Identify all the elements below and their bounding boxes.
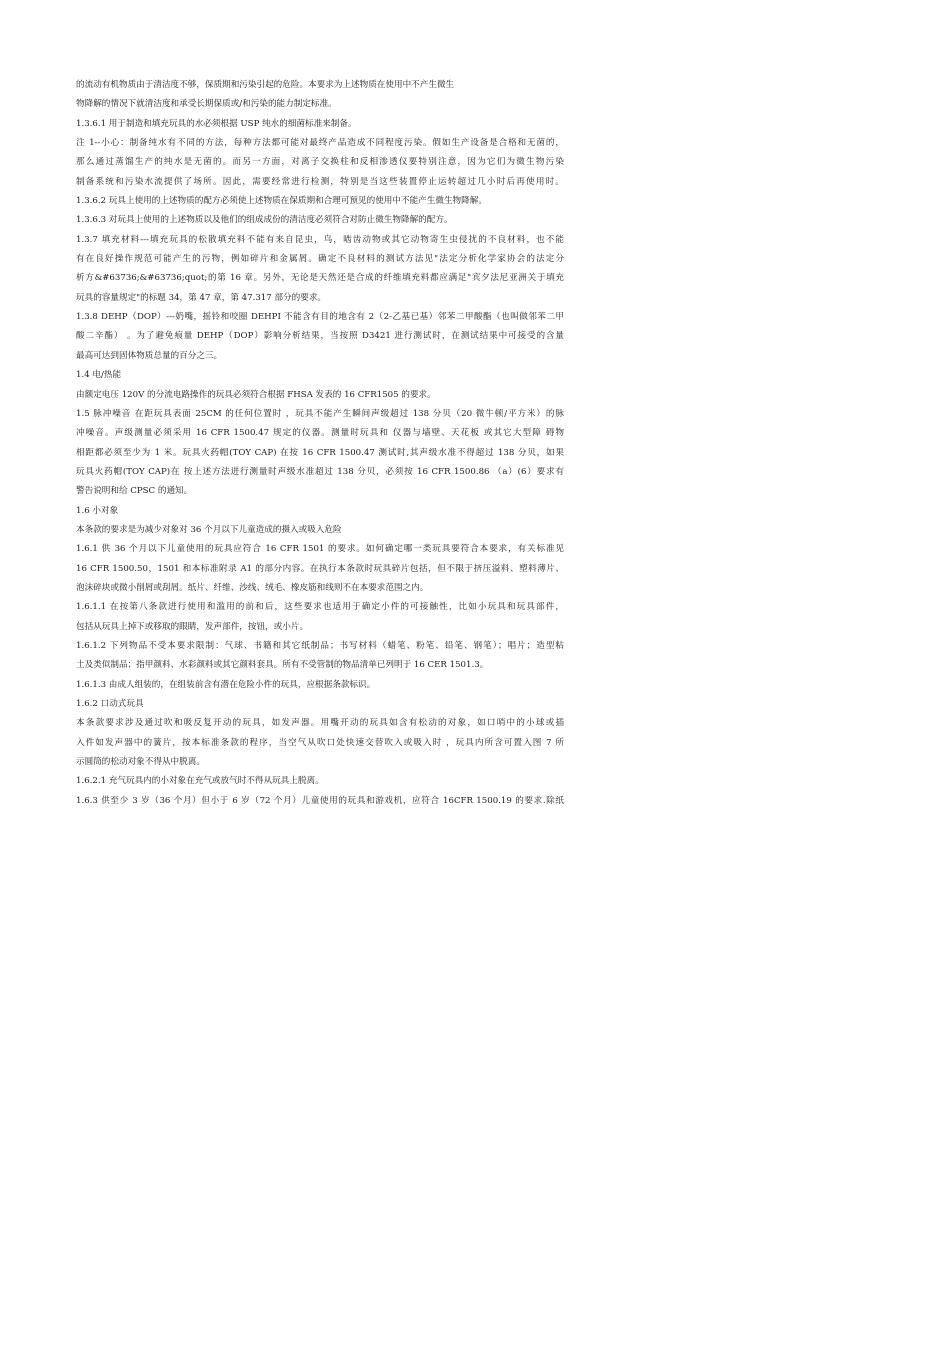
text-line: 本条款的要求是为减少对象对 36 个月以下儿童造成的摄入或吸入危险 bbox=[76, 524, 342, 535]
text-line: 1.6.1 供 36 个月以下儿童使用的玩具应符合 16 CFR 1501 的要求。如何确定哪一类玩具要符合本要求，有关标准见 bbox=[76, 544, 564, 555]
text-line: 由额定电压 120V 的分流电路操作的玩具必须符合根据 FHSA 发表的 16 CFR1505 的要求。 bbox=[76, 389, 436, 400]
text-line: 1.6.1.2 下列物品不受本要求限制：气球、书籍和其它纸制品；书写材料（蜡笔、粉笔、铅笔、钢笔）；唱片；造型粘 bbox=[76, 640, 564, 651]
text-line: 最高可达到固体物质总量的百分之三。 bbox=[76, 350, 223, 361]
text-line: 警告说明和给 CPSC 的通知。 bbox=[76, 486, 193, 497]
text-line: 入件如发声器中的簧片，按本标准条款的程序，当空气从吹口处快速交替吹入或吸入时 ，玩具内所含可置入图 7 所 bbox=[76, 737, 564, 748]
text-line: 土及类似制品；指甲颜料、水彩颜料或其它颜料套具。所有不受管制的物品清单已列明于 16 CER 1501.3。 bbox=[76, 660, 489, 671]
text-line: 1.6.1.3 由成人组装的，在组装前含有潜在危险小件的玩具，应根据条款标识。 bbox=[76, 679, 376, 690]
text-line: 的流动有机物质由于清洁度不够，保质期和污染引起的危险。本要求为上述物质在使用中不产生微生 bbox=[76, 80, 455, 90]
text-line: 相距都必须至少为 1 米。玩具火药帽(TOY CAP) 在按 16 CFR 1500.47 测试时,其声级水准不得超过 138 分贝，如果 bbox=[76, 447, 564, 458]
text-line: 1.3.7 填充材料---填充玩具的松散填充料不能有来自昆虫，鸟，啮齿动物或其它动物寄生虫侵扰的不良材料，也不能 bbox=[76, 234, 564, 245]
text-line: 示圆筒的松动对象不得从中脱离。 bbox=[76, 757, 205, 768]
text-line: 1.6.1.1 在按第八条款进行使用和滥用的前和后，这些要求也适用于确定小件的可接触性，比如小玩具和玩具部件， bbox=[76, 602, 564, 613]
text-line: 1.3.8 DEHP（DOP）---奶嘴，摇铃和咬圈 DEHPI 不能含有目的地含有 2（2-乙基已基）邻苯二甲酸酯（也叫做邻苯二甲 bbox=[76, 312, 564, 323]
text-line: 1.3.6.3 对玩具上使用的上述物质以及他们的组成成份的清洁度必须符合对防止微生物降解的配方。 bbox=[76, 215, 453, 226]
text-line: 制备系统和污染水流提供了场所。因此，需要经常进行检测，特别是当这些装置停止运转超过几小时后再使用时。 bbox=[76, 176, 564, 187]
text-line: 1.3.6.1 用于制造和填充玩具的水必须根据 USP 纯水的细菌标准来制备。 bbox=[76, 118, 357, 129]
text-line: 有在良好操作规范可能产生的污物，例如碎片和金属屑。确定不良材料的测试方法见"法定分析化学家协会的法定分 bbox=[76, 254, 564, 265]
text-line: 酸二辛酯） 。为了避免痕量 DEHP（DOP）影响分析结果，当按照 D3421 进行测试时，在测试结果中可接受的含量 bbox=[76, 331, 564, 342]
text-line: 析方&#63736;&#63736;quot;的第 16 章。另外，无论是天然还是合成的纤维填充料都应满足"宾夕法尼亚洲关于填充 bbox=[76, 273, 564, 284]
text-line: 冲噪音。声级测量必须采用 16 CFR 1500.47 规定的仪器。测量时玩具和 仪器与墙壁、天花板 或其它大型障 碍物 bbox=[76, 428, 564, 439]
text-line: 包括从玩具上掉下或移取的眼睛，发声部件，按钮，或小片。 bbox=[76, 621, 309, 632]
text-line: 1.6 小对象 bbox=[76, 505, 119, 516]
text-line: 注 1--小心：制备纯水有不同的方法，每种方法都可能对最终产品造成不同程度污染。假如生产设备是合格和无菌的， bbox=[76, 138, 564, 149]
text-line: 玩具火药帽(TOY CAP)在 按上述方法进行测量时声级水准超过 138 分贝，必须按 16 CFR 1500.86 （a）(6）要求有 bbox=[76, 466, 564, 477]
text-line: 1.4 电/热能 bbox=[76, 370, 122, 381]
text-line: 本条款要求涉及通过吹和吸反复开动的玩具，如发声器。用嘴开动的玩具如含有松动的对象，如口哨中的小球或插 bbox=[76, 718, 564, 729]
text-line: 物降解的情况下就清洁度和承受长期保质或/和污染的能力制定标准。 bbox=[76, 99, 337, 110]
text-line: 1.6.2.1 充气玩具内的小对象在充气或放气时不得从玩具上脱离。 bbox=[76, 776, 324, 787]
text-line: 那么通过蒸馏生产的纯水是无菌的。而另一方面，对离子交换柱和反相渗透仪要特别注意，因为它们为微生物污染 bbox=[76, 157, 564, 168]
text-line: 1.6.2 口动式玩具 bbox=[76, 699, 144, 709]
text-line: 1.3.6.2 玩具上使用的上述物质的配方必须使上述物质在保质期和合理可预见的使用中不能产生微生物降解。 bbox=[76, 196, 487, 207]
text-line: 16 CFR 1500.50，1501 和本标准附录 A1 的部分内容。在执行本条款时玩具碎片包括，但不限于挤压溢料、塑料薄片、 bbox=[76, 563, 564, 574]
text-line: 泡沫碎块或微小削屑或刮屑。纸片、纤维、沙线、绒毛、橡皮筋和线则不在本要求范围之内。 bbox=[76, 582, 429, 593]
text-line: 1.5 脉冲噪音 在距玩具表面 25CM 的任何位置时 ，玩具不能产生瞬间声级超过 138 分贝（20 微牛顿/平方米）的脉 bbox=[76, 408, 564, 419]
document-body bbox=[76, 76, 564, 811]
text-line: 1.6.3 供至少 3 岁（36 个月）但小于 6 岁（72 个月）儿童使用的玩具和游戏机，应符合 16CFR 1500.19 的要求.除纸 bbox=[76, 795, 564, 806]
text-line: 玩具的容量规定"的标题 34，第 47 章，第 47.317 部分的要求。 bbox=[76, 292, 327, 303]
